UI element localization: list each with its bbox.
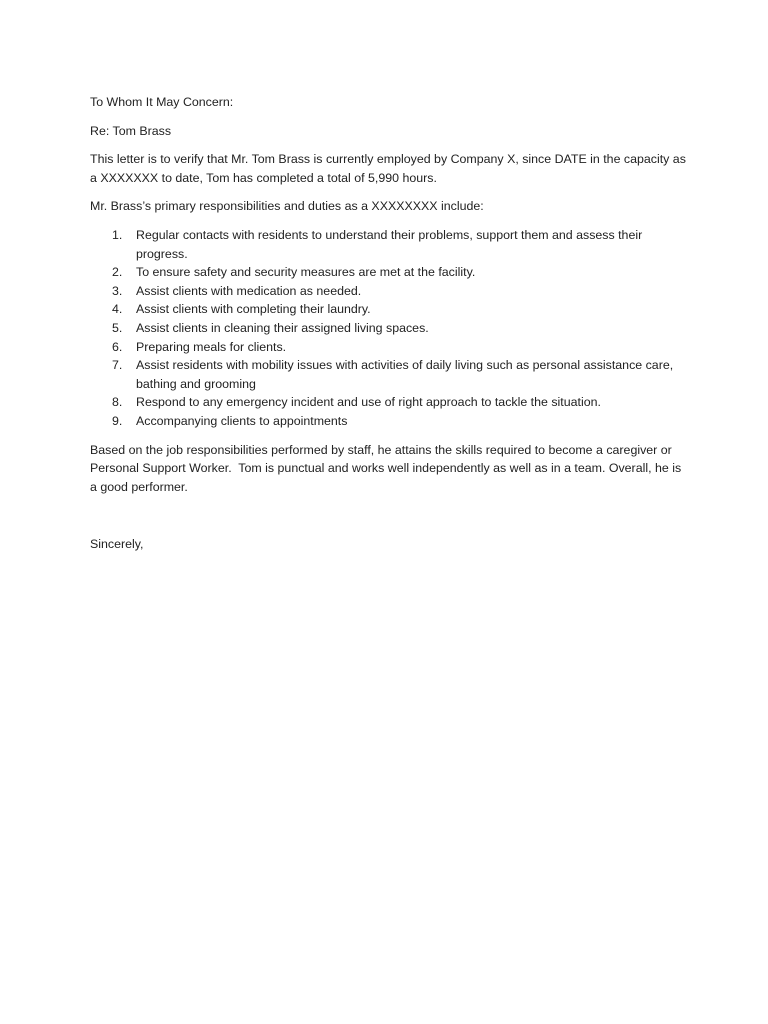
list-item-text: Assist clients with medication as needed. (136, 283, 362, 298)
list-item-text: Assist clients in cleaning their assigned living spaces. (136, 320, 429, 335)
spacer (90, 506, 690, 535)
list-item (90, 263, 690, 282)
list-item-number: 2. (112, 265, 123, 280)
letter-body (90, 93, 690, 564)
list-item (90, 338, 690, 357)
list-item (90, 226, 690, 263)
conclusion-paragraph: Based on the job responsibilities performed by staff, he attains the skills required to become a caregiver or Personal Support Worker. Tom is punctual and works well independently as well as in a team. Overall, he is a good performer. (90, 442, 685, 494)
list-item-text: Preparing meals for clients. (136, 339, 287, 354)
list-item (90, 412, 690, 431)
list-item-number: 8. (112, 395, 123, 410)
intro-paragraph: This letter is to verify that Mr. Tom Brass is currently employed by Company X, since DATE in the capacity as a XXXXXXX to date, Tom has completed a total of 5,990 hours. (90, 152, 690, 185)
list-item-text: To ensure safety and security measures are met at the facility. (136, 265, 476, 280)
salutation: To Whom It May Concern: (90, 95, 234, 109)
list-item-number: 6. (112, 339, 123, 354)
list-item-number: 7. (112, 358, 123, 373)
list-item-text: Accompanying clients to appointments (136, 413, 348, 428)
list-item-text: Assist clients with completing their laundry. (136, 302, 371, 317)
subject-line: Re: Tom Brass (90, 123, 172, 138)
list-item-text: Regular contacts with residents to understand their problems, support them and assess their progress. (136, 227, 643, 261)
list-item-number: 4. (112, 302, 123, 317)
closing: Sincerely, (90, 537, 144, 552)
list-item-number: 1. (112, 227, 123, 242)
list-item (90, 393, 690, 412)
list-item (90, 300, 690, 319)
duties-list (90, 226, 690, 431)
list-item-text: Assist residents with mobility issues with activities of daily living such as personal assistance care, bathing and grooming (136, 358, 674, 391)
list-item-text: Respond to any emergency incident and use of right approach to tackle the situation. (136, 395, 601, 410)
list-item-number: 3. (112, 283, 123, 298)
list-item (90, 319, 690, 338)
list-item (90, 356, 690, 393)
list-item (90, 282, 690, 301)
list-item-number: 9. (112, 413, 123, 428)
list-item-number: 5. (112, 320, 123, 335)
duties-intro: Mr. Brass’s primary responsibilities and duties as a XXXXXXXX include: (90, 199, 484, 214)
